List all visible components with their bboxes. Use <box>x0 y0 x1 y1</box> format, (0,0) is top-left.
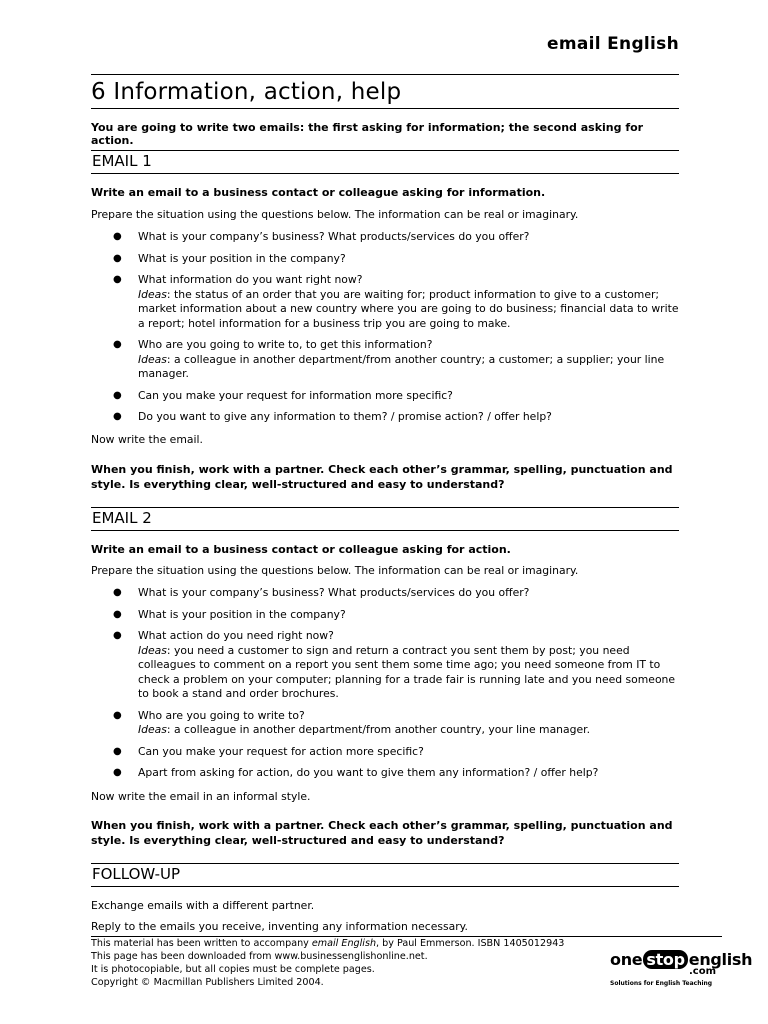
email2-partner-instructions: When you finish, work with a partner. Check each other’s grammar, spelling, punctuation and style. Is everything clear, well-structured and easy to understand? <box>91 819 673 847</box>
ideas-text: Ideas: you need a customer to sign and return a contract you sent them by post; you need colleagues to comment on a report you sent them some time ago; you need someone from IT to check a problem on your computer; planning for a trade fair is running late and you need someone to book a stand and order brochures. <box>138 643 676 700</box>
footer-line-3: It is photocopiable, but all copies must be complete pages. <box>91 964 375 975</box>
email1-heading: EMAIL 1 <box>92 152 152 170</box>
list-item: ● Apart from asking for action, do you want to give them any information? / offer help? <box>113 766 599 779</box>
email1-prepare: Prepare the situation using the questions below. The information can be real or imaginary. <box>91 208 579 221</box>
bullet-icon: ● <box>113 767 122 778</box>
list-item: ● What is your company’s business? What products/services do you offer? <box>113 230 530 243</box>
email2-task: Write an email to a business contact or colleague asking for action. <box>91 543 511 556</box>
bullet-icon: ● <box>113 252 122 264</box>
list-item: ● Who are you going to write to? Ideas: a colleague in another department/from another country, your line manager. <box>91 709 679 738</box>
bullet-icon: ● <box>113 630 122 641</box>
brand-title: email English <box>547 34 679 54</box>
email1-partner-instructions: When you finish, work with a partner. Check each other’s grammar, spelling, punctuation and style. Is everything clear, well-structured and easy to understand? <box>91 463 673 491</box>
bullet-icon: ● <box>113 274 122 285</box>
list-item: ● Who are you going to write to, to get this information? Ideas: a colleague in another department/from another country; a customer; a supplier; your line manager. <box>91 338 679 382</box>
footer-line-4: Copyright © Macmillan Publishers Limited 2004. <box>91 977 324 988</box>
email2-question-list <box>91 586 679 788</box>
followup-heading-bar <box>91 863 679 887</box>
email1-question-list <box>91 230 679 432</box>
list-item: ● What is your position in the company? <box>113 607 346 621</box>
bullet-icon: ● <box>113 709 122 721</box>
bullet-icon: ● <box>113 411 122 422</box>
list-item: ● Do you want to give any information to them? / promise action? / offer help? <box>113 410 552 423</box>
bullet-icon: ● <box>113 231 122 242</box>
footer-text <box>91 937 611 989</box>
email2-now-write: Now write the email in an informal style. <box>91 790 311 803</box>
list-item: ● What action do you need right now? Ideas: you need a customer to sign and return a contract you sent them by post; you need colleagues to comment on a report you sent them some time ago; you need someone from IT to check a problem on your computer; planning for a trade fair is running late and you need someone to book a stand and order brochures. <box>91 629 679 702</box>
ideas-text: Ideas: a colleague in another department/from another country; a customer; a supplier; your line manager. <box>138 352 665 380</box>
bullet-icon: ● <box>113 587 122 598</box>
followup-line-2: Reply to the emails you receive, inventing any information necessary. <box>91 920 468 933</box>
email2-heading-bar <box>91 507 679 531</box>
bullet-icon: ● <box>113 339 122 350</box>
page-title: 6 Information, action, help <box>91 79 402 105</box>
intro-text: You are going to write two emails: the first asking for information; the second asking for action. <box>91 121 644 147</box>
email2-prepare: Prepare the situation using the questions below. The information can be real or imaginary. <box>91 564 579 577</box>
ideas-text: Ideas: the status of an order that you are waiting for; product information to give to a customer; market information about a new country where you are going to do business; financial data to write a report; hotel information for a business trip you are going to make. <box>138 287 679 330</box>
title-bar <box>91 74 679 109</box>
footer-line-1: This material has been written to accompany email English, by Paul Emmerson. ISBN 1405012943 <box>91 938 565 949</box>
email1-task: Write an email to a business contact or colleague asking for information. <box>91 186 546 199</box>
footer-line-2: This page has been downloaded from www.businessenglishonline.net. <box>91 951 428 962</box>
email1-heading-bar <box>91 150 679 174</box>
list-item: ● What is your position in the company? <box>113 251 346 265</box>
bullet-icon: ● <box>113 745 122 757</box>
list-item: ● Can you make your request for action more specific? <box>113 744 424 758</box>
list-item: ● What information do you want right now? Ideas: the status of an order that you are waiting for; product information to give to a customer; market information about a new country where you are going to do business; financial data to write a report; hotel information for a business trip you are going to make. <box>113 273 679 330</box>
bullet-icon: ● <box>113 389 122 401</box>
ideas-text: Ideas: a colleague in another department/from another country, your line manager. <box>138 723 591 736</box>
onestopenglish-logo: one stop english .com Solutions for English Teaching <box>610 950 753 987</box>
email2-heading: EMAIL 2 <box>92 509 152 527</box>
list-item: ● What is your company’s business? What products/services do you offer? <box>113 586 530 599</box>
list-item: ● Can you make your request for information more specific? <box>113 388 453 402</box>
email1-now-write: Now write the email. <box>91 433 203 446</box>
bullet-icon: ● <box>113 608 122 620</box>
followup-line-1: Exchange emails with a different partner. <box>91 899 315 912</box>
followup-heading: FOLLOW-UP <box>92 865 181 883</box>
